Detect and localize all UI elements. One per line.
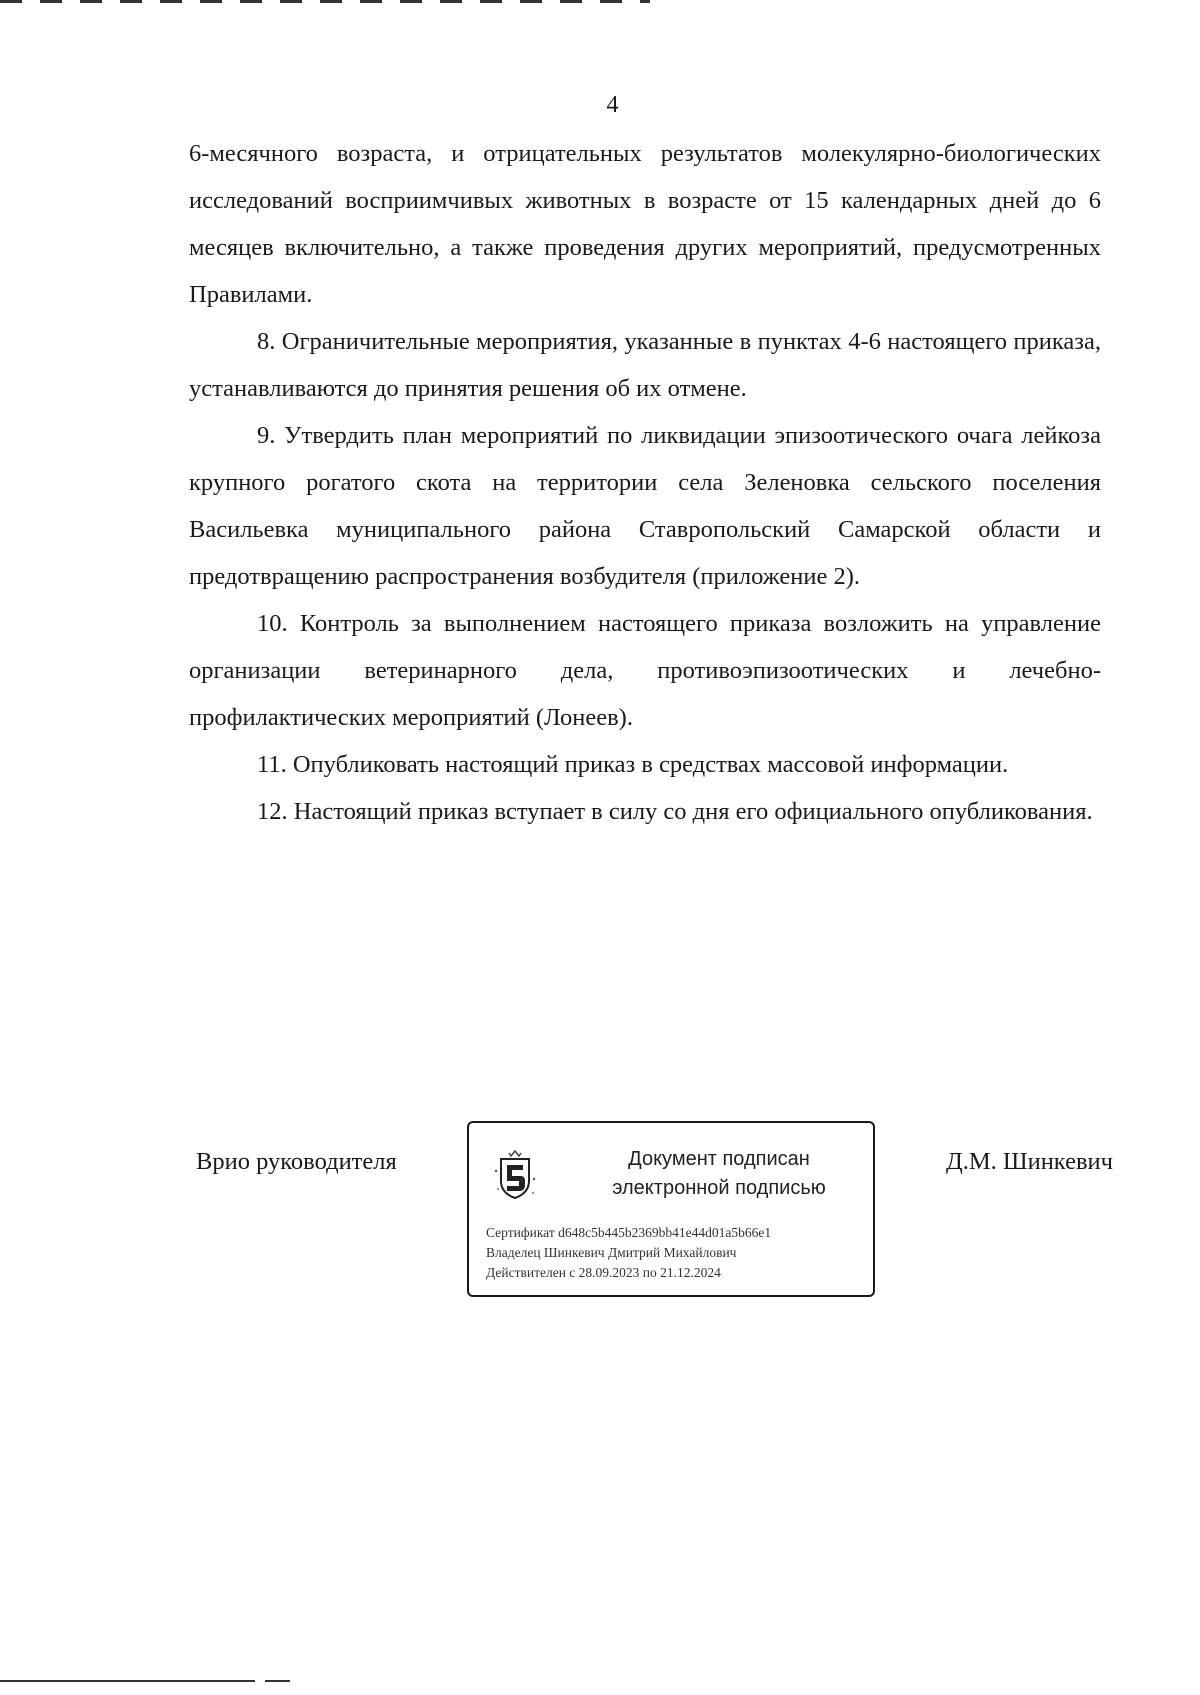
paragraph-item-9: 9. Утвердить план мероприятий по ликвидации эпизоотического очага лейкоза крупного рогатого скота на территории села Зеленовка сельского поселения Васильевка муниципального района Ставропольский Самарской области и предотвращению распространения возбудителя (приложение 2). [189, 422, 1101, 590]
paragraph-item-10: 10. Контроль за выполнением настоящего приказа возложить на управление организации ветеринарного дела, противоэпизоотических и лечебно-профилактических мероприятий (Лонеев). [189, 610, 1101, 731]
coat-of-arms-icon [493, 1149, 537, 1201]
stamp-owner: Владелец Шинкевич Дмитрий Михайлович [486, 1245, 737, 1260]
page-number: 4 [606, 92, 619, 118]
paragraph-item-8: 8. Ограничительные мероприятия, указанные в пунктах 4-6 настоящего приказа, устанавливаются до принятия решения об их отмене. [189, 328, 1101, 402]
paragraph-item-11: 11. Опубликовать настоящий приказ в средствах массовой информации. [257, 751, 1009, 778]
paragraph-item-12: 12. Настоящий приказ вступает в силу со дня его официального опубликования. [257, 798, 1093, 825]
signer-name: Д.М. Шинкевич [946, 1148, 1113, 1175]
stamp-validity: Действителен с 28.09.2023 по 21.12.2024 [486, 1265, 721, 1280]
paragraph-continuation: 6-месячного возраста, и отрицательных результатов молекулярно-биологических исследований восприимчивых животных в возрасте от 15 календарных дней до 6 месяцев включительно, а также проведения других мероприятий, предусмотренных Правилами. [189, 140, 1101, 308]
electronic-signature-stamp [467, 1121, 875, 1297]
stamp-heading-line1: Документ подписан [628, 1148, 810, 1170]
stamp-certificate: Сертификат d648c5b445b2369bb41e44d01a5b66e1 [486, 1225, 772, 1240]
top-dashed-line [0, 0, 650, 3]
signature-block [0, 1118, 1200, 1303]
stamp-details [486, 1223, 771, 1283]
stamp-heading [579, 1145, 859, 1203]
document-body [189, 130, 1101, 835]
stamp-heading-line2: электронной подписью [612, 1177, 826, 1199]
bottom-rule [0, 1680, 290, 1682]
signer-position: Врио руководителя [196, 1148, 397, 1175]
